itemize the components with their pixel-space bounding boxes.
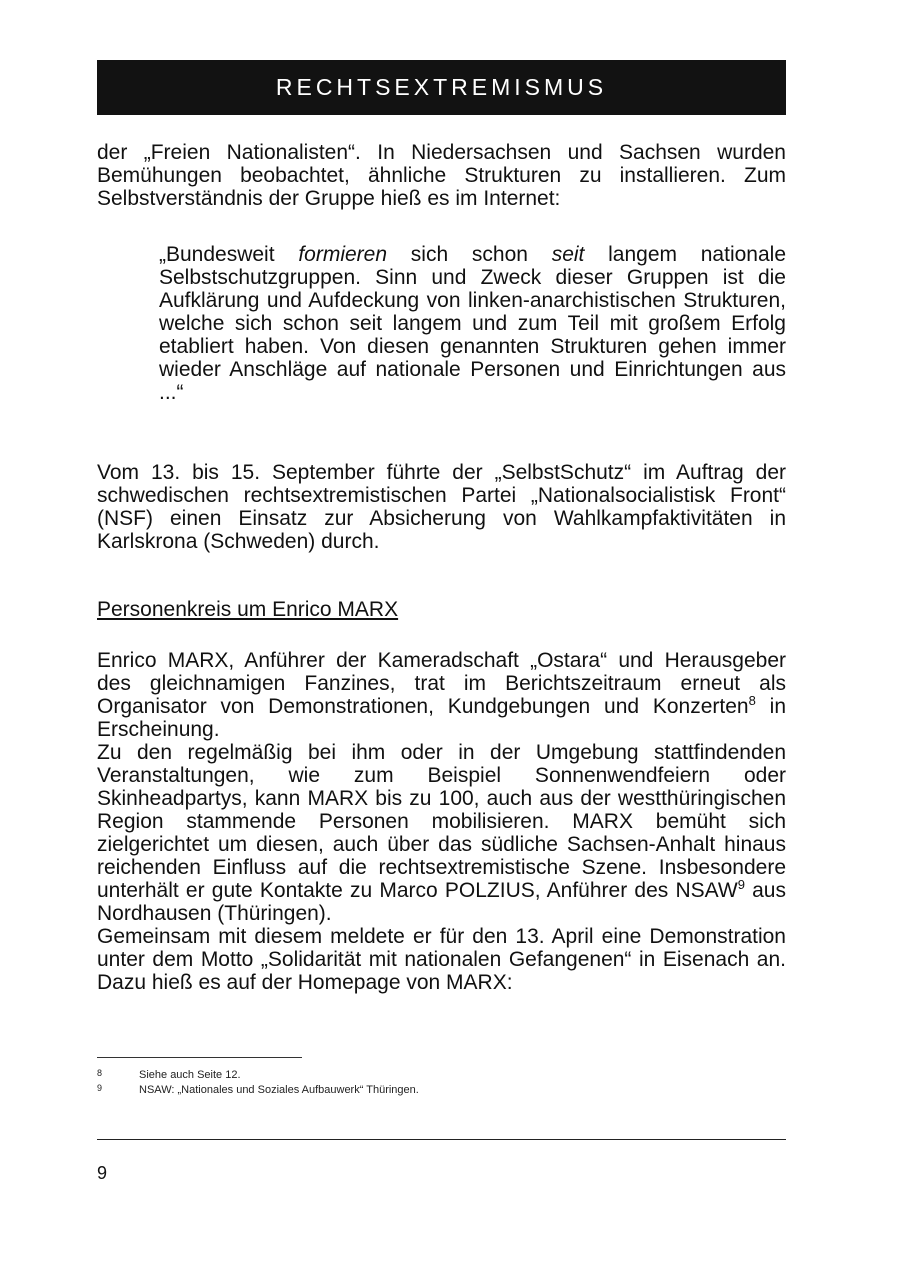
chapter-header: RECHTSEXTREMISMUS (97, 60, 786, 115)
paragraph-intro (97, 141, 786, 210)
footnote-8 (97, 1066, 597, 1082)
footnote-text: Siehe auch Seite 12. (139, 1069, 241, 1081)
page-footer-divider (97, 1139, 786, 1140)
section-heading (97, 598, 786, 621)
marx-text-3: Zu den regelmäßig bei ihm oder in der Umgebung stattfindenden Veranstaltungen, wie zum Beispiel Sonnenwendfeiern oder Skinheadpartys, kann MARX bis zu 100, auch aus der westthüringischen Region stammende Personen mobilisieren. MARX bemüht sich zielgerichtet um diesen, auch über das südliche Sachsen-Anhalt hinaus reichenden Einfluss auf die rechtsextremistische Szene. Insbesondere unterhält er gute Kontakte zu Marco POLZIUS, Anführer des NSAW (97, 741, 786, 902)
footnote-number: 8 (97, 1068, 103, 1078)
block-quote-text (159, 243, 786, 404)
footnote-ref-8: 8 (748, 693, 756, 708)
quote-part-2: sich schon (387, 243, 552, 266)
footnote-ref-9: 9 (737, 877, 745, 892)
quote-italic-2: seit (551, 243, 585, 266)
footnote-number: 9 (97, 1083, 103, 1093)
paragraph-marx (97, 649, 786, 994)
page-number: 9 (97, 1163, 108, 1183)
paragraph-intro-text: der „Freien Nationalisten“. In Niedersachsen und Sachsen wurden Bemühungen beobachtet, ähnliche Strukturen zu installieren. Zum Selbstverständnis der Gruppe hieß es im Internet: (97, 141, 786, 210)
footnote-divider (97, 1057, 302, 1058)
section-heading-text: Personenkreis um Enrico MARX (97, 598, 399, 621)
paragraph-september-text: Vom 13. bis 15. September führte der „SelbstSchutz“ im Auftrag der schwedischen rechtsextremistischen Partei „Nationalsocialistisk Front“ (NSF) einen Einsatz zur Absicherung von Wahlkampfaktivitäten in Karlskrona (Schweden) durch. (97, 461, 786, 553)
footnote-9 (97, 1081, 597, 1097)
marx-text-4: aus Nordhausen (Thüringen). (97, 879, 786, 925)
block-quote (159, 243, 786, 404)
footnote-text: NSAW: „Nationales und Soziales Aufbauwerk“ Thüringen. (139, 1084, 419, 1096)
paragraph-marx-1 (97, 649, 786, 741)
quote-part-1: „Bundesweit (159, 243, 299, 266)
marx-text-1: Enrico MARX, Anführer der Kameradschaft „Ostara“ und Herausgeber des gleichnamigen Fanzines, trat im Berichtszeitraum erneut als Organisator von Demonstrationen, Kundgebungen und Konzerten (97, 649, 786, 718)
quote-part-3: langem nationale Selbstschutzgruppen. Sinn und Zweck dieser Gruppen ist die Aufklärung und Aufdeckung von linken-anarchistischen Strukturen, welche sich schon seit langem und zum Teil mit großem Erfolg etabliert haben. Von diesen genannten Strukturen gehen immer wieder Anschläge auf nationale Personen und Einrichtungen aus ...“ (159, 243, 786, 404)
paragraph-september (97, 461, 786, 553)
quote-italic-1: formieren (298, 243, 388, 266)
paragraph-marx-3: Gemeinsam mit diesem meldete er für den 13. April eine Demonstration unter dem Motto „Solidarität mit nationalen Gefangenen“ in Eisenach an. Dazu hieß es auf der Homepage von MARX: (97, 925, 786, 994)
marx-text-2: in Erscheinung. (97, 695, 786, 741)
paragraph-marx-2 (97, 741, 786, 925)
